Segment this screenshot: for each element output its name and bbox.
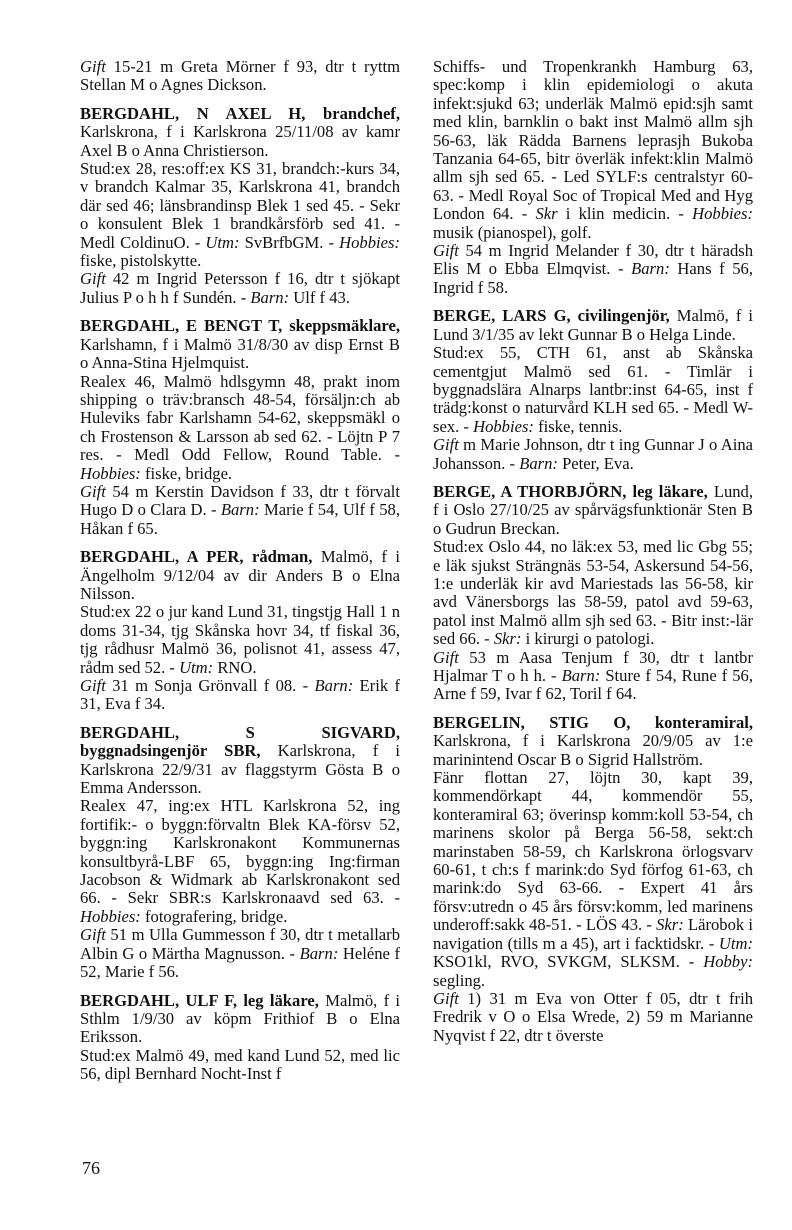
entry-text: fiske, bridge. xyxy=(140,463,233,483)
biography-entry xyxy=(80,992,400,1084)
entry-text: Lund, f i Oslo 27/10/25 av spårvägsfunktionär Sten B o Gudrun Breckan. xyxy=(433,481,753,538)
entry-header-line xyxy=(433,714,753,769)
entry-paragraph xyxy=(80,160,400,270)
entry-text: Sture f 54, Rune f 56, Arne f 59, Ivar f 62, Toril f 64. xyxy=(433,666,753,704)
entry-name-heading: BERGE, A THORBJÖRN, leg läkare, xyxy=(433,481,708,501)
entry-paragraph xyxy=(80,677,400,714)
entry-text: Fänr flottan 27, löjtn 30, kapt 39, kommendörkapt 44, kommendör 55, konteramiral 63; överinsp komm:koll 53-54, ch marinens skolor på Berga 56-58, sekt:ch marinstaben 58-59, ch Karlskrona örlogsvarv 60-61, t ch:s f marink:do Syd förfog 61-63, ch marink:do Syd 63-66. - Expert 41 års försv:utredn o 45 års försv:komm, led marinens underoff:sakk 48-51. - LÖS 43. - xyxy=(433,768,753,935)
entry-header-line xyxy=(80,105,400,160)
entry-text: RNO. xyxy=(213,657,257,677)
biography-entry xyxy=(80,548,400,714)
entry-paragraph xyxy=(80,797,400,926)
entry-text: fotografering, bridge. xyxy=(140,906,288,926)
entry-text: Marie f 54, Ulf f 58, Håkan f 65. xyxy=(80,500,400,538)
entry-text: Realex 46, Malmö hdlsgymn 48, prakt inom shipping o träv:bransch 48-54, försäljn:ch ab Huleviks fabr Karlshamn 54-62, skeppsmäkl o ch Frostenson & Larsson ab sed 62. - Löjtn P 7 res. - Medl Odd Fellow, Round Table. - xyxy=(80,371,400,465)
page-number: 76 xyxy=(82,1158,100,1178)
entry-text: Erik f 31, Eva f 34. xyxy=(80,676,400,714)
entry-text: 42 m Ingrid Petersson f 16, dtr t sjökapt Julius P o h h f Sundén. - xyxy=(80,269,400,307)
entry-text: i kirurgi o patologi. xyxy=(521,629,655,649)
entry-text: fiske, tennis. xyxy=(533,416,623,436)
italic-label: Skr xyxy=(535,204,558,224)
entry-header-line xyxy=(80,992,400,1047)
italic-label: Gift xyxy=(80,269,106,289)
entry-text: 1) 31 m Eva von Otter f 05, dtr t frih Fredrik v O o Elsa Wrede, 2) 59 m Marianne Nyqvist f 22, dtr t överste xyxy=(433,988,753,1045)
entry-text: Malmö, f i Sthlm 1/9/30 av köpm Frithiof B o Elna Eriksson. xyxy=(80,990,400,1047)
entry-text: Stud:ex 55, CTH 61, anst ab Skånska cementgjut Malmö sed 61. - Timlär i byggnadslära Alnarps lantbr:inst 64-65, inst f trädg:konst o naturvård KLH sed 65. - Medl W-sex. - xyxy=(433,343,753,436)
entry-paragraph xyxy=(433,242,753,297)
italic-label: Hobby: xyxy=(703,952,753,972)
biography-entry xyxy=(80,58,400,95)
entry-header-line xyxy=(80,548,400,603)
entry-paragraph xyxy=(80,603,400,677)
entry-name-heading: BERGDAHL, E BENGT T, skeppsmäklare, xyxy=(80,316,400,336)
italic-label: Barn: xyxy=(631,259,670,279)
italic-label: Skr: xyxy=(656,915,684,935)
italic-label: Barn: xyxy=(314,676,354,695)
italic-label: Gift xyxy=(433,435,459,455)
entry-text: Schiffs- und Tropenkrankh Hamburg 63, spec:komp i klin epidemiologi o akuta infekt:sjukd 63; underläk Malmö epid:sjh samt med klin, barnklin o bakt inst Malmö allm sjh 56-63, läk Rädda Barnens leprasjh Bukoba Tanzania 64-65, bitr överläk infekt:klin Malmö allm sjh sed 65. - Led SYLF:s centralstyr 60-63. - Medl Royal Soc of Tropical Med and Hyg London 64. - xyxy=(433,57,753,224)
entry-paragraph xyxy=(433,436,753,473)
entry-text: Karlshamn, f i Malmö 31/8/30 av disp Ernst B o Anna-Stina Hjelmquist. xyxy=(80,334,400,373)
italic-label: Utm: xyxy=(205,232,240,252)
entry-paragraph xyxy=(80,1047,400,1084)
entry-text: fiske, pistolskytte. xyxy=(80,251,202,271)
italic-label: Gift xyxy=(80,57,106,76)
italic-label: Hobbies: xyxy=(473,416,534,436)
entry-paragraph xyxy=(433,769,753,990)
left-column xyxy=(80,58,400,1094)
italic-label: Barn: xyxy=(519,453,558,473)
entry-header-line xyxy=(80,317,400,372)
entry-text: Hans f 56, Ingrid f 58. xyxy=(433,259,753,297)
entry-text: Stud:ex Malmö 49, med kand Lund 52, med lic 56, dipl Bernhard Nocht-Inst f xyxy=(80,1045,400,1084)
entry-name-heading: BERGDAHL, S SIGVARD, byggnadsingenjör SBR, xyxy=(80,722,400,761)
entry-text: SvBrfbGM. - xyxy=(239,232,340,252)
entry-text: Stud:ex 22 o jur kand Lund 31, tingstjg Hall 1 n doms 31-34, tjg Skånska hovr 34, tf fiskal 36, tjg rådhusr Malmö 36, polisnot 41, assess 47, rådm sed 52. - xyxy=(80,602,400,677)
entry-name-heading: BERGE, LARS G, civilingenjör, xyxy=(433,306,670,326)
entry-text: Karlskrona, f i Karlskrona 25/11/08 av kamr Axel B o Anna Christierson. xyxy=(80,122,400,160)
entry-header-line xyxy=(80,58,400,95)
biography-entry xyxy=(433,714,753,1045)
entry-paragraph xyxy=(433,649,753,704)
entry-paragraph xyxy=(80,483,400,538)
italic-label: Hobbies: xyxy=(692,204,753,224)
italic-label: Hobbies: xyxy=(80,906,141,926)
entry-header-line xyxy=(433,58,753,242)
entry-text: 54 m Ingrid Melander f 30, dtr t häradsh Elis M o Ebba Elmqvist. - xyxy=(433,241,753,279)
entry-text: Realex 47, ing:ex HTL Karlskrona 52, ing fortifik:- o byggn:förvaltn Blek KA-försv 52, byggn:ing Karlskronakont Kommunernas konsultbyrå-LBF 65, byggn:ing Ing:firman Jacobson & Widmark ab Karlskronakont sed 66. - Sekr SBR:s Karlskronaavd sed 63. - xyxy=(80,796,400,908)
right-column xyxy=(433,58,753,1055)
entry-text: 51 m Ulla Gummesson f 30, dtr t metallarb Albin G o Märtha Magnusson. - xyxy=(80,925,400,963)
entry-text: KSO1kl, RVO, SVKGM, SLKSM. - xyxy=(433,952,704,972)
entry-text: Karlskrona, f i Karlskrona 22/9/31 av flaggstyrm Gösta B o Emma Andersson. xyxy=(80,741,400,798)
entry-text: 54 m Kerstin Davidson f 33, dtr t förvalt Hugo D o Clara D. - xyxy=(80,481,400,520)
entry-text: 53 m Aasa Tenjum f 30, dtr t lantbr Hjalmar T o h h. - xyxy=(433,647,753,685)
entry-text: i klin medicin. - xyxy=(557,204,693,224)
entry-header-line xyxy=(80,724,400,798)
italic-label: Skr: xyxy=(493,629,522,649)
entry-text: Ulf f 43. xyxy=(289,287,350,307)
entry-name-heading: BERGELIN, STIG O, konteramiral, xyxy=(433,712,753,732)
entry-name-heading: BERGDAHL, A PER, rådman, xyxy=(80,547,313,567)
biography-entry xyxy=(80,317,400,538)
entry-text: segling. xyxy=(433,970,486,990)
italic-label: Gift xyxy=(80,676,106,695)
entry-text: m Marie Johnson, dtr t ing Gunnar J o Aina Johansson. - xyxy=(433,435,753,473)
entry-text: musik (pianospel), golf. xyxy=(433,222,592,242)
entry-paragraph xyxy=(433,990,753,1045)
entry-paragraph xyxy=(80,373,400,483)
italic-label: Gift xyxy=(433,241,459,261)
italic-label: Gift xyxy=(433,647,459,667)
italic-label: Barn: xyxy=(561,666,601,685)
entry-text: Heléne f 52, Marie f 56. xyxy=(80,943,400,982)
entry-name-heading: BERGDAHL, ULF F, leg läkare, xyxy=(80,990,319,1010)
entry-paragraph xyxy=(80,270,400,307)
entry-text: 31 m Sonja Grönvall f 08. - xyxy=(105,676,315,695)
italic-label: Barn: xyxy=(250,287,290,307)
italic-label: Gift xyxy=(80,925,106,945)
entry-text: Stud:ex 28, res:off:ex KS 31, brandch:-kurs 34, v brandch Kalmar 35, Karlskrona 41, brandch där sed 46; länsbrandinsp Blek 1 sed 45. - Sekr o konsulent Blek 1 brandkårsförb sed 41. - Medl ColdinuO. - xyxy=(80,159,400,252)
entry-text: Karlskrona, f i Karlskrona 20/9/05 av 1:e marinintend Oscar B o Sigrid Hallström. xyxy=(433,731,753,769)
entry-paragraph xyxy=(433,344,753,436)
italic-label: Utm: xyxy=(718,933,753,953)
entry-paragraph xyxy=(433,538,753,648)
biography-entry xyxy=(433,307,753,473)
entry-text: Lärobok i navigation (tills m a 45), art i facktidskr. - xyxy=(433,915,753,953)
entry-header-line xyxy=(433,483,753,538)
entry-text: 15-21 m Greta Mörner f 93, dtr t ryttm Stellan M o Agnes Dickson. xyxy=(80,57,400,95)
italic-label: Barn: xyxy=(220,500,260,520)
entry-text: Peter, Eva. xyxy=(557,453,634,473)
italic-label: Hobbies: xyxy=(339,232,400,252)
entry-header-line xyxy=(433,307,753,344)
entry-text: Malmö, f i Lund 3/1/35 av lekt Gunnar B o Helga Linde. xyxy=(433,306,753,344)
italic-label: Barn: xyxy=(299,943,339,963)
biography-entry xyxy=(433,58,753,297)
biography-entry xyxy=(433,483,753,704)
entry-text: Stud:ex Oslo 44, no läk:ex 53, med lic Gbg 55; e läk sjukst Strängnäs 53-54, Askersund 54-56, 1:e underläk kir avd Mariestads las 56-58, kir avd Vänersborgs las 58-59, patol avd 59-63, patol inst Malmö allm sjh sed 63. - Bitr inst:-lär sed 66. - xyxy=(433,537,753,649)
italic-label: Utm: xyxy=(179,657,214,677)
italic-label: Gift xyxy=(433,988,459,1008)
biography-entry xyxy=(80,724,400,982)
italic-label: Gift xyxy=(80,481,106,501)
entry-text: Malmö, f i Ängelholm 9/12/04 av dir Anders B o Elna Nilsson. xyxy=(80,547,400,603)
biography-entry xyxy=(80,105,400,307)
entry-paragraph xyxy=(80,926,400,981)
italic-label: Hobbies: xyxy=(80,463,141,483)
entry-name-heading: BERGDAHL, N AXEL H, brandchef, xyxy=(80,103,400,123)
